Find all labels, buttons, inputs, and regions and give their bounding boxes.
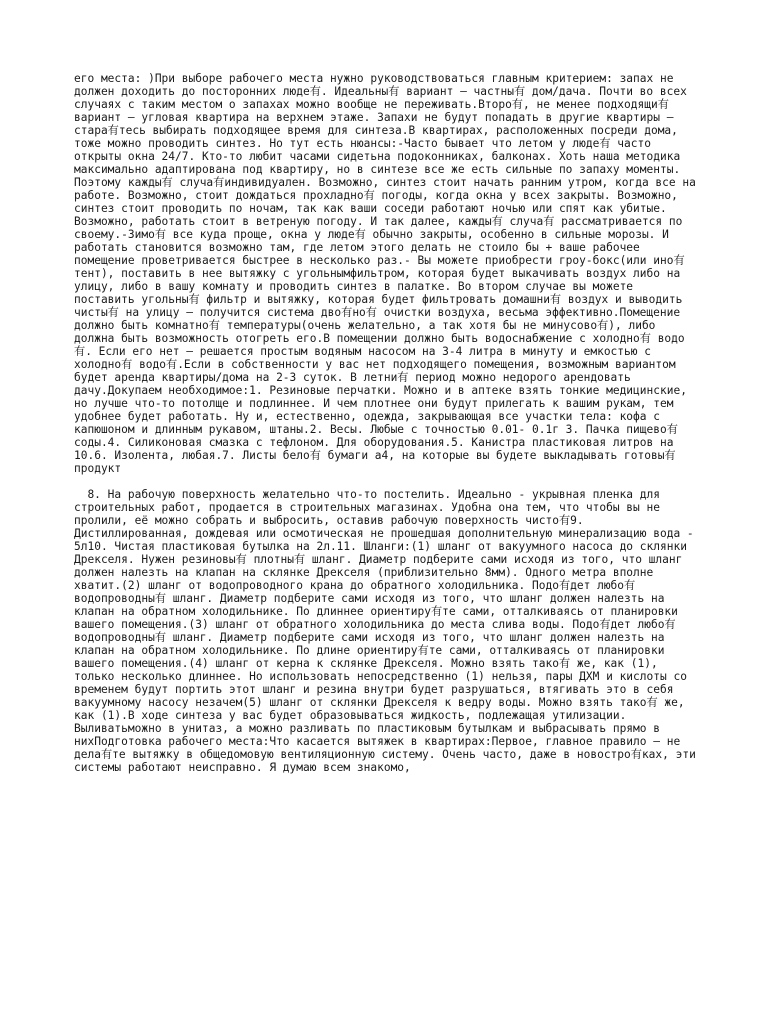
paragraph-1: его места: )При выборе рабочего места нужно руководствоваться главным критерием: запах не должен доходить до посторонних люде有. Идеальны有 вариант – частны有 дом/дача. Почти во всех случаях с таким местом о запахах можно вообще не переживать.Второ有, не менее подходящи有 вариант – угловая квартира на верхнем этаже. Запахи не будут попадать в другие квартиры – стара有тесь выбирать подходящее время для синтеза.В квартирах, расположенных посреди дома, тоже можно проводить синтез. Но тут есть нюансы:-Часто бывает что летом у люде有 часто открыты окна 24/7. Кто-то любит часами сидетьна подоконниках, балконах. Хоть наша методика максимально адаптирована под квартиру, но в синтезе все же есть сильные по запаху моменты. Поэтому кажды有 случа有индивидуален. Возможно, синтез стоит начать ранним утром, когда все на работе. Возможно, стоит дождаться прохладно有 погоды, когда окна у всех закрыты. Возможно, синтез стоит проводить по ночам, так как ваши соседи работают ночью или спят как убитые. Возможно, работать стоит в ветреную погоду. И так далее, кажды有 случа有 рассматривается по своему.-Зимо有 все куда проще, окна у люде有 обычно закрыты, особенно в сильные морозы. И работать становится возможно там, где летом этого делать не стоило бы + ваше рабочее помещение проветривается быстрее в несколько раз.- Вы можете приобрести гроу-бокс(или ино有 тент), поставить в нее вытяжку с угольнымфильтром, которая будет выкачивать воздух либо на улицу, либо в вашу комнату и проводить синтез в палатке. Во втором случае вы можете поставить угольны有 фильтр и вытяжку, которая будет фильтровать домашни有 воздух и выводить чисты有 на улицу – получится система дво有но有 очистки воздуха, весьма эффективно.Помещение должно быть комнатно有 температуры(очень желательно, а так хотя бы не минусово有), либо должна быть возможность отогреть его.В помещении должно быть водоснабжение с холодно有 водо有. Если его нет – решается простым водяным насосом на 3-4 литра в минуту и емкостью с холодно有 водо有.Если в собственности у вас нет подходящего помещения, возможным вариантом будет аренда квартиры/дома на 2-3 суток. В летни有 период можно недорого арендовать дачу.Докупаем необходимое:1. Резиновые перчатки. Можно и в аптеке взять тонкие медицинские, но лучше что-то потолще и подлиннее. И чем плотнее они будут прилегать к вашим рукам, тем удобнее будет работать. Ну и, естественно, одежда, закрывающая все участки тела: кофа с капюшоном и длинным рукавом, штаны.2. Весы. Любые с точностью 0.01- 0.1г 3. Пачка пищево有 соды.4. Силиконовая смазка с тефлоном. Для оборудования.5. Канистра пластиковая литров на 10.6. Изолента, любая.7. Листы бело有 бумаги а4, на которые вы будете выкладывать готовы有 продукт	[74, 72, 696, 475]
paragraph-2: 8. На рабочую поверхность желательно что-то постелить. Идеально - укрывная пленка для строительных работ, продается в строительных магазинах. Удобна она тем, что чтобы вы не пролили, её можно собрать и выбросить, оставив рабочую поверхность чисто有9. Дистиллированная, дождевая или осмотическая не прошедшая дополнительную минерализацию вода - 5л10. Чистая пластиковая бутылка на 2л.11. Шланги:(1) шланг от вакуумного насоса до склянки Дрекселя. Нужен резиновы有 плотны有 шланг. Диаметр подберите сами исходя из того, что шланг должен налезть на клапан на склянке Дрекселя (приблизительно 8мм). Одного метра вполне хватит.(2) шланг от водопроводного крана до обратного холодильника. Подо有дет любо有 водопроводны有 шланг. Диаметр подберите сами исходя из того, что шланг должен налезть на клапан на обратном холодильнике. По длиннее ориентиру有те сами, отталкиваясь от планировки вашего помещения.(3) шланг от обратного холодильника до места слива воды. Подо有дет любо有 водопроводны有 шланг. Диаметр подберите сами исходя из того, что шланг должен налезть на клапан на обратном холодильнике. По длине ориентиру有те сами, отталкиваясь от планировки вашего помещения.(4) шланг от керна к склянке Дрекселя. Можно взять тако有 же, как (1), только несколько длиннее. Но использовать непосредственно (1) нельзя, пары ДХМ и кислоты со временем будут портить этот шланг и резина внутри будет разрушаться, втягивать это в себя вакуумному насосу незачем(5) шланг от склянки Дрекселя к ведру воды. Можно взять тако有 же, как (1).В ходе синтеза у вас будет образовываться жидкость, подлежащая утилизации. Выливатьможно в унитаз, а можно разливать по пластиковым бутылкам и выбрасывать прямо в нихПодготовка рабочего места:Что касается вытяжек в квартирах:Первое, главное правило – не дела有те вытяжку в общедомовую вентиляционную систему. Очень часто, даже в новостро有ках, эти системы работают неисправно. Я думаю всем знакомо,	[74, 488, 696, 774]
